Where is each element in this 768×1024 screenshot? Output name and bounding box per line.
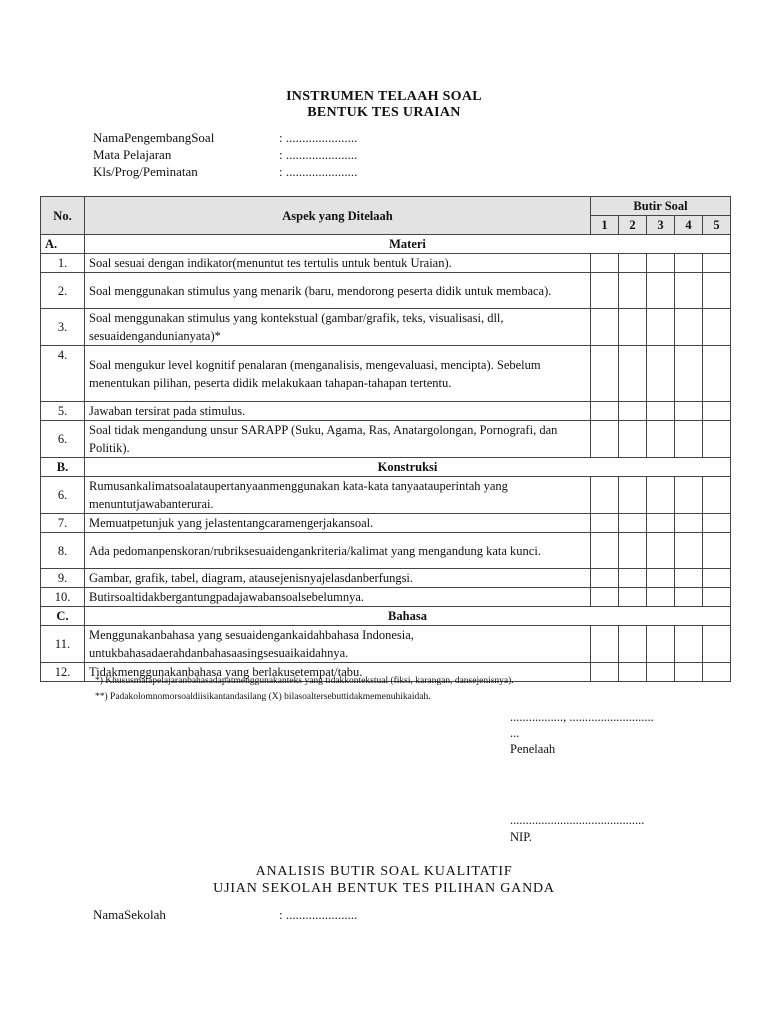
table-row xyxy=(41,273,731,309)
score-cell[interactable] xyxy=(619,663,647,682)
table-row xyxy=(41,254,731,273)
score-cell[interactable] xyxy=(647,346,675,402)
score-cell[interactable] xyxy=(619,588,647,607)
row-number: 3. xyxy=(41,309,85,346)
table-row xyxy=(41,421,731,458)
column-header-butir-soal: Butir Soal xyxy=(591,197,731,216)
score-cell[interactable] xyxy=(619,309,647,346)
row-number: 8. xyxy=(41,533,85,569)
score-cell[interactable] xyxy=(675,514,703,533)
meta-value: : ...................... xyxy=(279,164,358,179)
butir-number: 5 xyxy=(703,216,731,235)
document-title-line-2: BENTUK TES URAIAN xyxy=(307,105,461,120)
row-number: 6. xyxy=(41,477,85,514)
butir-number: 1 xyxy=(591,216,619,235)
score-cell[interactable] xyxy=(703,569,731,588)
meta-value: : ...................... xyxy=(279,130,358,145)
table-row xyxy=(41,346,731,402)
signature-line: ........................................... xyxy=(510,813,645,827)
score-cell[interactable] xyxy=(591,533,619,569)
score-cell[interactable] xyxy=(703,477,731,514)
score-cell[interactable] xyxy=(675,533,703,569)
score-cell[interactable] xyxy=(647,569,675,588)
row-aspect-text: Jawaban tersirat pada stimulus. xyxy=(85,402,591,421)
column-header-aspek: Aspek yang Ditelaah xyxy=(85,197,591,235)
score-cell[interactable] xyxy=(703,663,731,682)
row-number: 5. xyxy=(41,402,85,421)
meta-label: Mata Pelajaran xyxy=(93,147,172,162)
score-cell[interactable] xyxy=(647,254,675,273)
meta-value: : ...................... xyxy=(279,147,358,162)
score-cell[interactable] xyxy=(619,346,647,402)
score-cell[interactable] xyxy=(647,477,675,514)
row-number: 2. xyxy=(41,273,85,309)
score-cell[interactable] xyxy=(591,402,619,421)
section-letter: A. xyxy=(41,235,85,254)
score-cell[interactable] xyxy=(703,588,731,607)
score-cell[interactable] xyxy=(675,588,703,607)
score-cell[interactable] xyxy=(703,514,731,533)
score-cell[interactable] xyxy=(647,626,675,663)
section2-title-line-2: UJIAN SEKOLAH BENTUK TES PILIHAN GANDA xyxy=(213,881,555,896)
section-letter: C. xyxy=(41,607,85,626)
row-aspect-text: Tidakmenggunakanbahasa yang berlakusetempat/tabu. xyxy=(85,663,591,682)
butir-number: 3 xyxy=(647,216,675,235)
score-cell[interactable] xyxy=(675,477,703,514)
score-cell[interactable] xyxy=(591,569,619,588)
table-row xyxy=(41,626,731,663)
footnote-2: **) Padakolomnomorsoaldiisikantandasilang (X) bilasoaltersebuttidakmemenuhikaidah. xyxy=(95,692,431,702)
column-header-no: No. xyxy=(41,197,85,235)
score-cell[interactable] xyxy=(619,273,647,309)
score-cell[interactable] xyxy=(647,514,675,533)
meta-value: : ...................... xyxy=(279,907,358,922)
score-cell[interactable] xyxy=(703,402,731,421)
section-title: Bahasa xyxy=(85,607,731,626)
meta-label: Kls/Prog/Peminatan xyxy=(93,164,198,179)
score-cell[interactable] xyxy=(647,588,675,607)
table-row xyxy=(41,402,731,421)
butir-number: 4 xyxy=(675,216,703,235)
signature-nip: NIP. xyxy=(510,830,532,844)
document-title-line-1: INSTRUMEN TELAAH SOAL xyxy=(286,89,482,104)
row-aspect-text: Soal menggunakan stimulus yang menarik (baru, mendorong peserta didik untuk membaca). xyxy=(85,273,591,309)
row-number: 9. xyxy=(41,569,85,588)
row-aspect-text: Rumusankalimatsoalataupertanyaanmenggunakan kata-kata tanyaatauperintah yang menuntutjawabanterurai. xyxy=(85,477,591,514)
meta-label: NamaPengembangSoal xyxy=(93,130,215,145)
score-cell[interactable] xyxy=(703,309,731,346)
row-number: 6. xyxy=(41,421,85,458)
row-aspect-text: Soal mengukur level kognitif penalaran (menganalisis, mengevaluasi, mencipta). Sebelum menentukan pilihan, peserta didik melakukaan tahapan-tahapan tertentu. xyxy=(85,346,591,402)
row-aspect-text: Gambar, grafik, tabel, diagram, atausejenisnyajelasdanberfungsi. xyxy=(85,569,591,588)
telaah-table xyxy=(40,196,731,682)
signature-date-line-cont: ... xyxy=(510,726,520,740)
score-cell[interactable] xyxy=(675,663,703,682)
score-cell[interactable] xyxy=(675,346,703,402)
row-aspect-text: Menggunakanbahasa yang sesuaidengankaidahbahasa Indonesia, untukbahasadaerahdanbahasaasingsesuaikaidahnya. xyxy=(85,626,591,663)
score-cell[interactable] xyxy=(591,273,619,309)
score-cell[interactable] xyxy=(703,254,731,273)
score-cell[interactable] xyxy=(647,273,675,309)
score-cell[interactable] xyxy=(591,514,619,533)
score-cell[interactable] xyxy=(619,626,647,663)
score-cell[interactable] xyxy=(703,533,731,569)
row-number: 12. xyxy=(41,663,85,682)
score-cell[interactable] xyxy=(675,626,703,663)
row-aspect-text: Memuatpetunjuk yang jelastentangcaramengerjakansoal. xyxy=(85,514,591,533)
row-number: 4. xyxy=(41,346,85,402)
row-number: 7. xyxy=(41,514,85,533)
score-cell[interactable] xyxy=(675,254,703,273)
score-cell[interactable] xyxy=(619,533,647,569)
score-cell[interactable] xyxy=(619,514,647,533)
row-number: 11. xyxy=(41,626,85,663)
row-aspect-text: Butirsoaltidakbergantungpadajawabansoalsebelumnya. xyxy=(85,588,591,607)
score-cell[interactable] xyxy=(647,402,675,421)
signature-role: Penelaah xyxy=(510,742,556,756)
score-cell[interactable] xyxy=(647,309,675,346)
butir-number: 2 xyxy=(619,216,647,235)
score-cell[interactable] xyxy=(647,421,675,458)
meta-label: NamaSekolah xyxy=(93,907,166,922)
score-cell[interactable] xyxy=(703,626,731,663)
score-cell[interactable] xyxy=(591,421,619,458)
row-aspect-text: Soal sesuai dengan indikator(menuntut tes tertulis untuk bentuk Uraian). xyxy=(85,254,591,273)
row-number: 10. xyxy=(41,588,85,607)
score-cell[interactable] xyxy=(591,309,619,346)
score-cell[interactable] xyxy=(591,588,619,607)
section-letter: B. xyxy=(41,458,85,477)
score-cell[interactable] xyxy=(619,569,647,588)
row-number: 1. xyxy=(41,254,85,273)
score-cell[interactable] xyxy=(591,663,619,682)
score-cell[interactable] xyxy=(619,477,647,514)
score-cell[interactable] xyxy=(675,402,703,421)
score-cell[interactable] xyxy=(591,626,619,663)
score-cell[interactable] xyxy=(647,663,675,682)
score-cell[interactable] xyxy=(703,346,731,402)
score-cell[interactable] xyxy=(675,309,703,346)
table-row xyxy=(41,477,731,514)
section2-title-line-1: ANALISIS BUTIR SOAL KUALITATIF xyxy=(255,864,513,879)
score-cell[interactable] xyxy=(591,477,619,514)
row-aspect-text: Soal tidak mengandung unsur SARAPP (Suku, Agama, Ras, Anatargolongan, Pornografi, dan Politik). xyxy=(85,421,591,458)
score-cell[interactable] xyxy=(675,569,703,588)
score-cell[interactable] xyxy=(703,421,731,458)
score-cell[interactable] xyxy=(619,402,647,421)
table-row xyxy=(41,309,731,346)
footnote-1: *) Khususmatapelajaranbahasadapatmenggunakanteks yang tidakkontekstual (fiksi, karangan, dansejenisnya). xyxy=(95,676,514,686)
table-row xyxy=(41,533,731,569)
score-cell[interactable] xyxy=(619,254,647,273)
row-aspect-text: Soal menggunakan stimulus yang kontekstual (gambar/grafik, teks, visualisasi, dll, sesuaidengandunianyata)* xyxy=(85,309,591,346)
table-row xyxy=(41,569,731,588)
table-row xyxy=(41,588,731,607)
score-cell[interactable] xyxy=(591,254,619,273)
score-cell[interactable] xyxy=(591,346,619,402)
score-cell[interactable] xyxy=(647,533,675,569)
signature-date-line: ................., ........................... xyxy=(510,710,654,724)
table-row xyxy=(41,514,731,533)
score-cell[interactable] xyxy=(675,273,703,309)
score-cell[interactable] xyxy=(619,421,647,458)
section-title: Materi xyxy=(85,235,731,254)
section-title: Konstruksi xyxy=(85,458,731,477)
score-cell[interactable] xyxy=(703,273,731,309)
row-aspect-text: Ada pedomanpenskoran/rubriksesuaidengankriteria/kalimat yang mengandung kata kunci. xyxy=(85,533,591,569)
score-cell[interactable] xyxy=(675,421,703,458)
